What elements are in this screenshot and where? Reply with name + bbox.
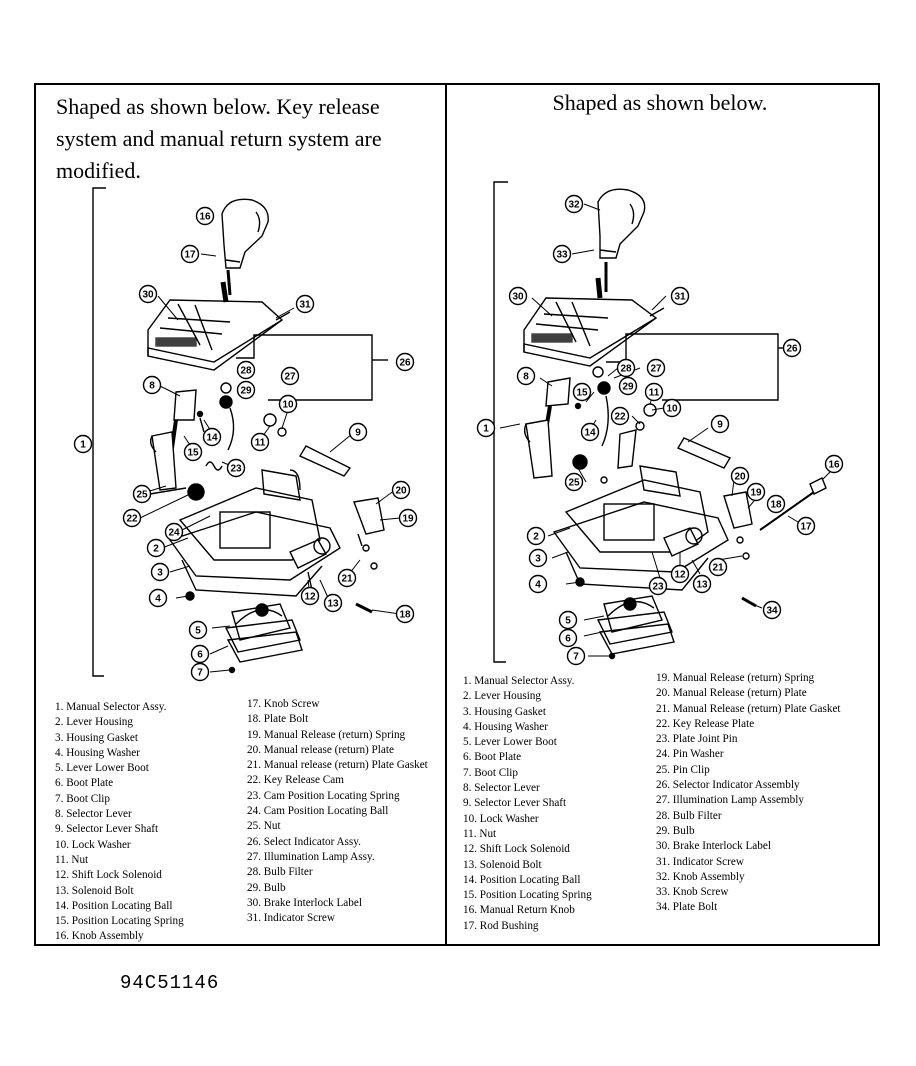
legend-item: 7. Boot Clip — [463, 766, 519, 779]
legend-item: 8. Selector Lever — [55, 808, 132, 821]
callout-number: 15 — [187, 447, 199, 459]
callout-number: 21 — [712, 562, 724, 574]
callout-number: 8 — [149, 380, 155, 392]
callout-number: 19 — [750, 487, 762, 499]
legend-item: 19. Manual Release (return) Spring — [247, 728, 406, 741]
legend-item: 22. Key Release Cam — [247, 774, 344, 787]
callout-number: 18 — [770, 499, 782, 511]
right-legend-column-1 — [463, 674, 592, 934]
callout-number: 4 — [155, 593, 161, 605]
callout-number: 17 — [800, 521, 812, 533]
legend-item: 27. Illumination Lamp Assy. — [247, 850, 375, 863]
legend-item: 23. Plate Joint Pin — [656, 733, 738, 746]
left-legend-column-1 — [55, 700, 184, 945]
callout-number: 27 — [650, 363, 662, 375]
callout-number: 28 — [240, 365, 252, 377]
legend-item: 34. Plate Bolt — [656, 901, 718, 914]
callout-number: 10 — [282, 399, 294, 411]
legend-item: 26. Select Indicator Assy. — [247, 835, 361, 848]
callout-number: 14 — [206, 432, 218, 444]
callout-number: 31 — [299, 299, 311, 311]
legend-item: 15. Position Locating Spring — [463, 889, 592, 902]
callout-number: 10 — [666, 403, 678, 415]
legend-item: 19. Manual Release (return) Spring — [656, 672, 815, 684]
legend-item: 25. Pin Clip — [656, 763, 710, 776]
callout-number: 22 — [126, 513, 138, 525]
callout-number: 2 — [533, 531, 539, 543]
legend-item: 3. Housing Gasket — [463, 705, 546, 718]
callout-number: 19 — [402, 513, 414, 525]
legend-item: 20. Manual Release (return) Plate — [656, 687, 807, 700]
callout-number: 29 — [622, 381, 634, 393]
callout-number: 15 — [576, 387, 588, 399]
callout-number: 5 — [565, 615, 571, 627]
callout-number: 12 — [304, 591, 316, 603]
callout-number: 13 — [696, 579, 708, 591]
callout-number: 25 — [568, 477, 580, 489]
legend-item: 13. Solenoid Bolt — [55, 884, 134, 897]
callout-number: 14 — [584, 427, 596, 439]
legend-item: 6. Boot Plate — [55, 777, 114, 790]
legend-item: 28. Bulb Filter — [247, 866, 313, 879]
legend-item: 30. Brake Interlock Label — [656, 840, 771, 853]
legend-item: 10. Lock Washer — [463, 812, 539, 825]
legend-item: 4. Housing Washer — [55, 746, 140, 759]
callout-number: 32 — [568, 199, 580, 211]
callout-number: 8 — [523, 371, 529, 383]
callout-number: 20 — [395, 485, 407, 497]
callout-number: 12 — [674, 569, 686, 581]
callout-number: 7 — [573, 651, 579, 663]
callout-number: 33 — [556, 249, 568, 261]
legend-item: 4. Housing Washer — [463, 720, 548, 733]
legend-item: 15. Position Locating Spring — [55, 915, 184, 928]
legend-item: 32. Knob Assembly — [656, 870, 745, 883]
right-panel-title: Shaped as shown below. — [552, 90, 768, 115]
legend-item: 1. Manual Selector Assy. — [55, 701, 167, 713]
left-panel-title: Shaped as shown below. Key release system and manual return system are modified. — [56, 94, 382, 183]
callout-number: 18 — [399, 609, 411, 621]
legend-item: 7. Boot Clip — [55, 792, 111, 805]
legend-item: 33. Knob Screw — [656, 886, 729, 899]
callout-number: 6 — [565, 633, 571, 645]
legend-item: 20. Manual release (return) Plate — [247, 743, 394, 756]
callout-number: 3 — [157, 567, 163, 579]
callout-number: 29 — [240, 385, 252, 397]
callout-number: 31 — [674, 291, 686, 303]
legend-item: 24. Cam Position Locating Ball — [247, 805, 389, 818]
callout-number: 26 — [399, 357, 411, 369]
callout-number: 17 — [184, 249, 196, 261]
legend-item: 12. Shift Lock Solenoid — [55, 869, 162, 882]
legend-item: 17. Knob Screw — [247, 698, 320, 710]
right-legend-column-2 — [656, 671, 841, 916]
legend-item: 29. Bulb — [247, 881, 286, 894]
legend-item: 25. Nut — [247, 820, 281, 833]
legend-item: 1. Manual Selector Assy. — [463, 675, 575, 687]
callout-number: 21 — [341, 573, 353, 585]
callout-number: 23 — [652, 581, 664, 593]
legend-item: 14. Position Locating Ball — [55, 899, 173, 912]
legend-item: 9. Selector Lever Shaft — [463, 797, 567, 810]
legend-item: 10. Lock Washer — [55, 838, 131, 851]
legend-item: 2. Lever Housing — [55, 716, 133, 729]
legend-item: 21. Manual release (return) Plate Gasket — [247, 759, 428, 772]
callout-number: 2 — [153, 543, 159, 555]
legend-item: 16. Manual Return Knob — [463, 904, 575, 917]
callout-number: 24 — [168, 527, 180, 539]
figure-number: 94C51146 — [120, 972, 220, 994]
callout-number: 25 — [136, 489, 148, 501]
callout-number: 20 — [734, 471, 746, 483]
callout-number: 22 — [614, 411, 626, 423]
callout-number: 11 — [648, 387, 660, 399]
legend-item: 12. Shift Lock Solenoid — [463, 843, 570, 856]
callout-number: 4 — [535, 579, 541, 591]
callout-number: 6 — [197, 649, 203, 661]
legend-item: 31. Indicator Screw — [656, 855, 744, 868]
callout-number: 5 — [195, 625, 201, 637]
left-legend-column-2 — [247, 697, 428, 926]
callout-number: 16 — [828, 459, 840, 471]
legend-item: 3. Housing Gasket — [55, 731, 138, 744]
legend-item: 8. Selector Lever — [463, 782, 540, 795]
legend-item: 9. Selector Lever Shaft — [55, 823, 159, 836]
callout-number: 34 — [766, 605, 778, 617]
legend-item: 17. Rod Bushing — [463, 919, 539, 932]
legend-item: 2. Lever Housing — [463, 690, 541, 703]
legend-item: 11. Nut — [463, 827, 497, 840]
legend-item: 5. Lever Lower Boot — [55, 762, 149, 775]
legend-item: 14. Position Locating Ball — [463, 873, 581, 886]
callout-number: 7 — [197, 667, 203, 679]
callout-number: 1 — [80, 439, 86, 451]
legend-item: 30. Brake Interlock Label — [247, 896, 362, 909]
callout-number: 1 — [483, 423, 489, 435]
legend-item: 24. Pin Washer — [656, 748, 724, 761]
legend-item: 21. Manual Release (return) Plate Gasket — [656, 702, 841, 715]
legend-item: 11. Nut — [55, 853, 89, 866]
legend-item: 16. Knob Assembly — [55, 930, 144, 943]
callout-number: 28 — [620, 363, 632, 375]
legend-item: 29. Bulb — [656, 824, 695, 837]
legend-item: 26. Selector Indicator Assembly — [656, 779, 800, 792]
callout-number: 13 — [327, 598, 339, 610]
callout-number: 30 — [512, 291, 524, 303]
legend-item: 13. Solenoid Bolt — [463, 858, 542, 871]
legend-item: 5. Lever Lower Boot — [463, 736, 557, 749]
legend-item: 6. Boot Plate — [463, 751, 522, 764]
legend-item: 28. Bulb Filter — [656, 809, 722, 822]
legend-item: 22. Key Release Plate — [656, 717, 755, 730]
legend-item: 27. Illumination Lamp Assembly — [656, 794, 804, 807]
callout-number: 9 — [355, 427, 361, 439]
callout-number: 30 — [142, 289, 154, 301]
callout-number: 9 — [717, 419, 723, 431]
callout-number: 11 — [254, 437, 266, 449]
legend-item: 18. Plate Bolt — [247, 713, 309, 726]
legend-item: 23. Cam Position Locating Spring — [247, 789, 400, 802]
legend-item: 31. Indicator Screw — [247, 912, 335, 925]
callout-number: 3 — [535, 553, 541, 565]
callout-number: 23 — [230, 463, 242, 475]
callout-number: 27 — [284, 371, 296, 383]
callout-number: 26 — [786, 343, 798, 355]
callout-number: 16 — [199, 211, 211, 223]
